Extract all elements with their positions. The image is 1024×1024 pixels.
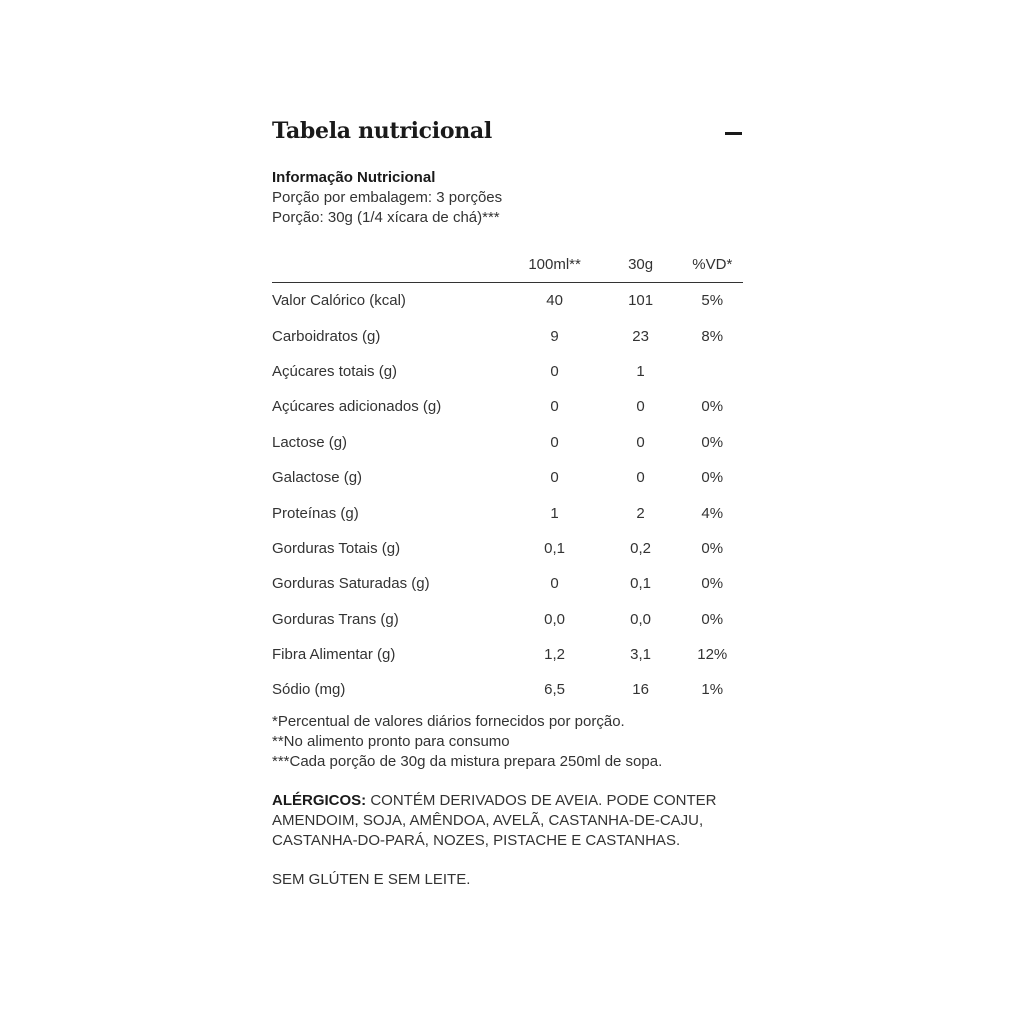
value-vd: 0%	[701, 575, 724, 593]
table-header-row	[272, 247, 743, 283]
footnote: ***Cada porção de 30g da mistura prepara 250ml de sopa.	[272, 752, 663, 770]
panel-title: Tabela nutricional	[272, 118, 492, 144]
value-30g: 0	[636, 433, 645, 451]
value-100ml: 0	[550, 398, 559, 416]
table-row	[272, 318, 743, 353]
info-heading: Informação Nutricional	[272, 169, 436, 186]
nutrient-name: Fibra Alimentar (g)	[272, 646, 396, 664]
column-header-nutrient	[272, 247, 510, 283]
nutrition-table	[272, 247, 743, 708]
value-30g: 101	[628, 292, 654, 310]
serving-size: Porção: 30g (1/4 xícara de chá)***	[272, 209, 500, 226]
panel-header[interactable]	[272, 110, 744, 154]
value-vd: 0%	[701, 539, 724, 557]
nutrient-name: Sódio (mg)	[272, 681, 346, 699]
value-30g: 2	[636, 504, 645, 522]
nutrient-name: Lactose (g)	[272, 433, 348, 451]
footnote: **No alimento pronto para consumo	[272, 732, 510, 750]
gluten-lactose-free-note: SEM GLÚTEN E SEM LEITE.	[272, 870, 471, 888]
value-vd: 0%	[701, 469, 724, 487]
allergen-warning	[272, 791, 744, 851]
value-100ml: 1	[550, 504, 559, 522]
servings-per-package: Porção por embalagem: 3 porções	[272, 189, 503, 206]
table-row	[272, 389, 743, 424]
value-100ml: 0,1	[544, 539, 566, 557]
table-row	[272, 354, 743, 389]
nutrition-table-body	[272, 283, 743, 708]
value-vd: 0%	[701, 433, 724, 451]
value-100ml: 0	[550, 575, 559, 593]
value-100ml: 40	[546, 292, 563, 310]
value-30g: 3,1	[630, 646, 652, 664]
value-vd: 0%	[701, 398, 724, 416]
value-100ml: 6,5	[544, 681, 566, 699]
table-row	[272, 672, 743, 707]
value-30g: 16	[632, 681, 649, 699]
value-30g: 0,2	[630, 539, 652, 557]
value-vd: 4%	[701, 504, 724, 522]
value-30g: 23	[632, 327, 649, 345]
column-header-30g: 30g	[600, 247, 682, 283]
nutrient-name: Carboidratos (g)	[272, 327, 381, 345]
value-30g: 0,1	[630, 575, 652, 593]
allergen-text: CONTÉM DERIVADOS DE AVEIA. PODE CONTER AMENDOIM, SOJA, AMÊNDOA, AVELÃ, CASTANHA-DE-CAJU, CASTANHA-DO-PARÁ, NOZES, PISTACHE E CASTANHAS.	[272, 791, 717, 849]
value-30g: 0	[636, 469, 645, 487]
nutrient-name: Proteínas (g)	[272, 504, 359, 522]
minus-icon	[725, 132, 742, 135]
value-30g: 0,0	[630, 610, 652, 628]
value-vd: 0%	[701, 610, 724, 628]
table-row	[272, 637, 743, 672]
nutrient-name: Gorduras Totais (g)	[272, 539, 401, 557]
allergen-label: ALÉRGICOS:	[272, 791, 367, 809]
value-30g: 0	[636, 398, 645, 416]
value-100ml: 9	[550, 327, 559, 345]
nutrient-name: Valor Calórico (kcal)	[272, 292, 406, 310]
value-100ml: 0,0	[544, 610, 566, 628]
table-row	[272, 495, 743, 530]
value-100ml: 1,2	[544, 646, 566, 664]
value-vd: 12%	[697, 646, 728, 664]
value-vd: 5%	[701, 292, 724, 310]
value-100ml: 0	[550, 362, 559, 380]
value-vd	[682, 354, 743, 389]
nutrient-name: Galactose (g)	[272, 469, 363, 487]
column-header-vd: %VD*	[682, 247, 743, 283]
value-100ml: 0	[550, 433, 559, 451]
collapse-button[interactable]	[722, 122, 744, 144]
table-row	[272, 602, 743, 637]
footnotes	[272, 712, 744, 772]
nutrition-panel	[272, 110, 744, 890]
table-row	[272, 566, 743, 601]
footnote: *Percentual de valores diários fornecidos por porção.	[272, 712, 625, 730]
table-row	[272, 460, 743, 495]
table-row	[272, 425, 743, 460]
nutrient-name: Açúcares adicionados (g)	[272, 398, 442, 416]
table-row	[272, 283, 743, 319]
table-row	[272, 531, 743, 566]
nutrient-name: Gorduras Saturadas (g)	[272, 575, 430, 593]
value-vd: 1%	[701, 681, 724, 699]
value-100ml: 0	[550, 469, 559, 487]
nutrient-name: Açúcares totais (g)	[272, 362, 398, 380]
nutrient-name: Gorduras Trans (g)	[272, 610, 399, 628]
value-vd: 8%	[701, 327, 724, 345]
nutrition-info	[272, 168, 744, 228]
column-header-100ml: 100ml**	[510, 247, 600, 283]
value-30g: 1	[636, 362, 645, 380]
